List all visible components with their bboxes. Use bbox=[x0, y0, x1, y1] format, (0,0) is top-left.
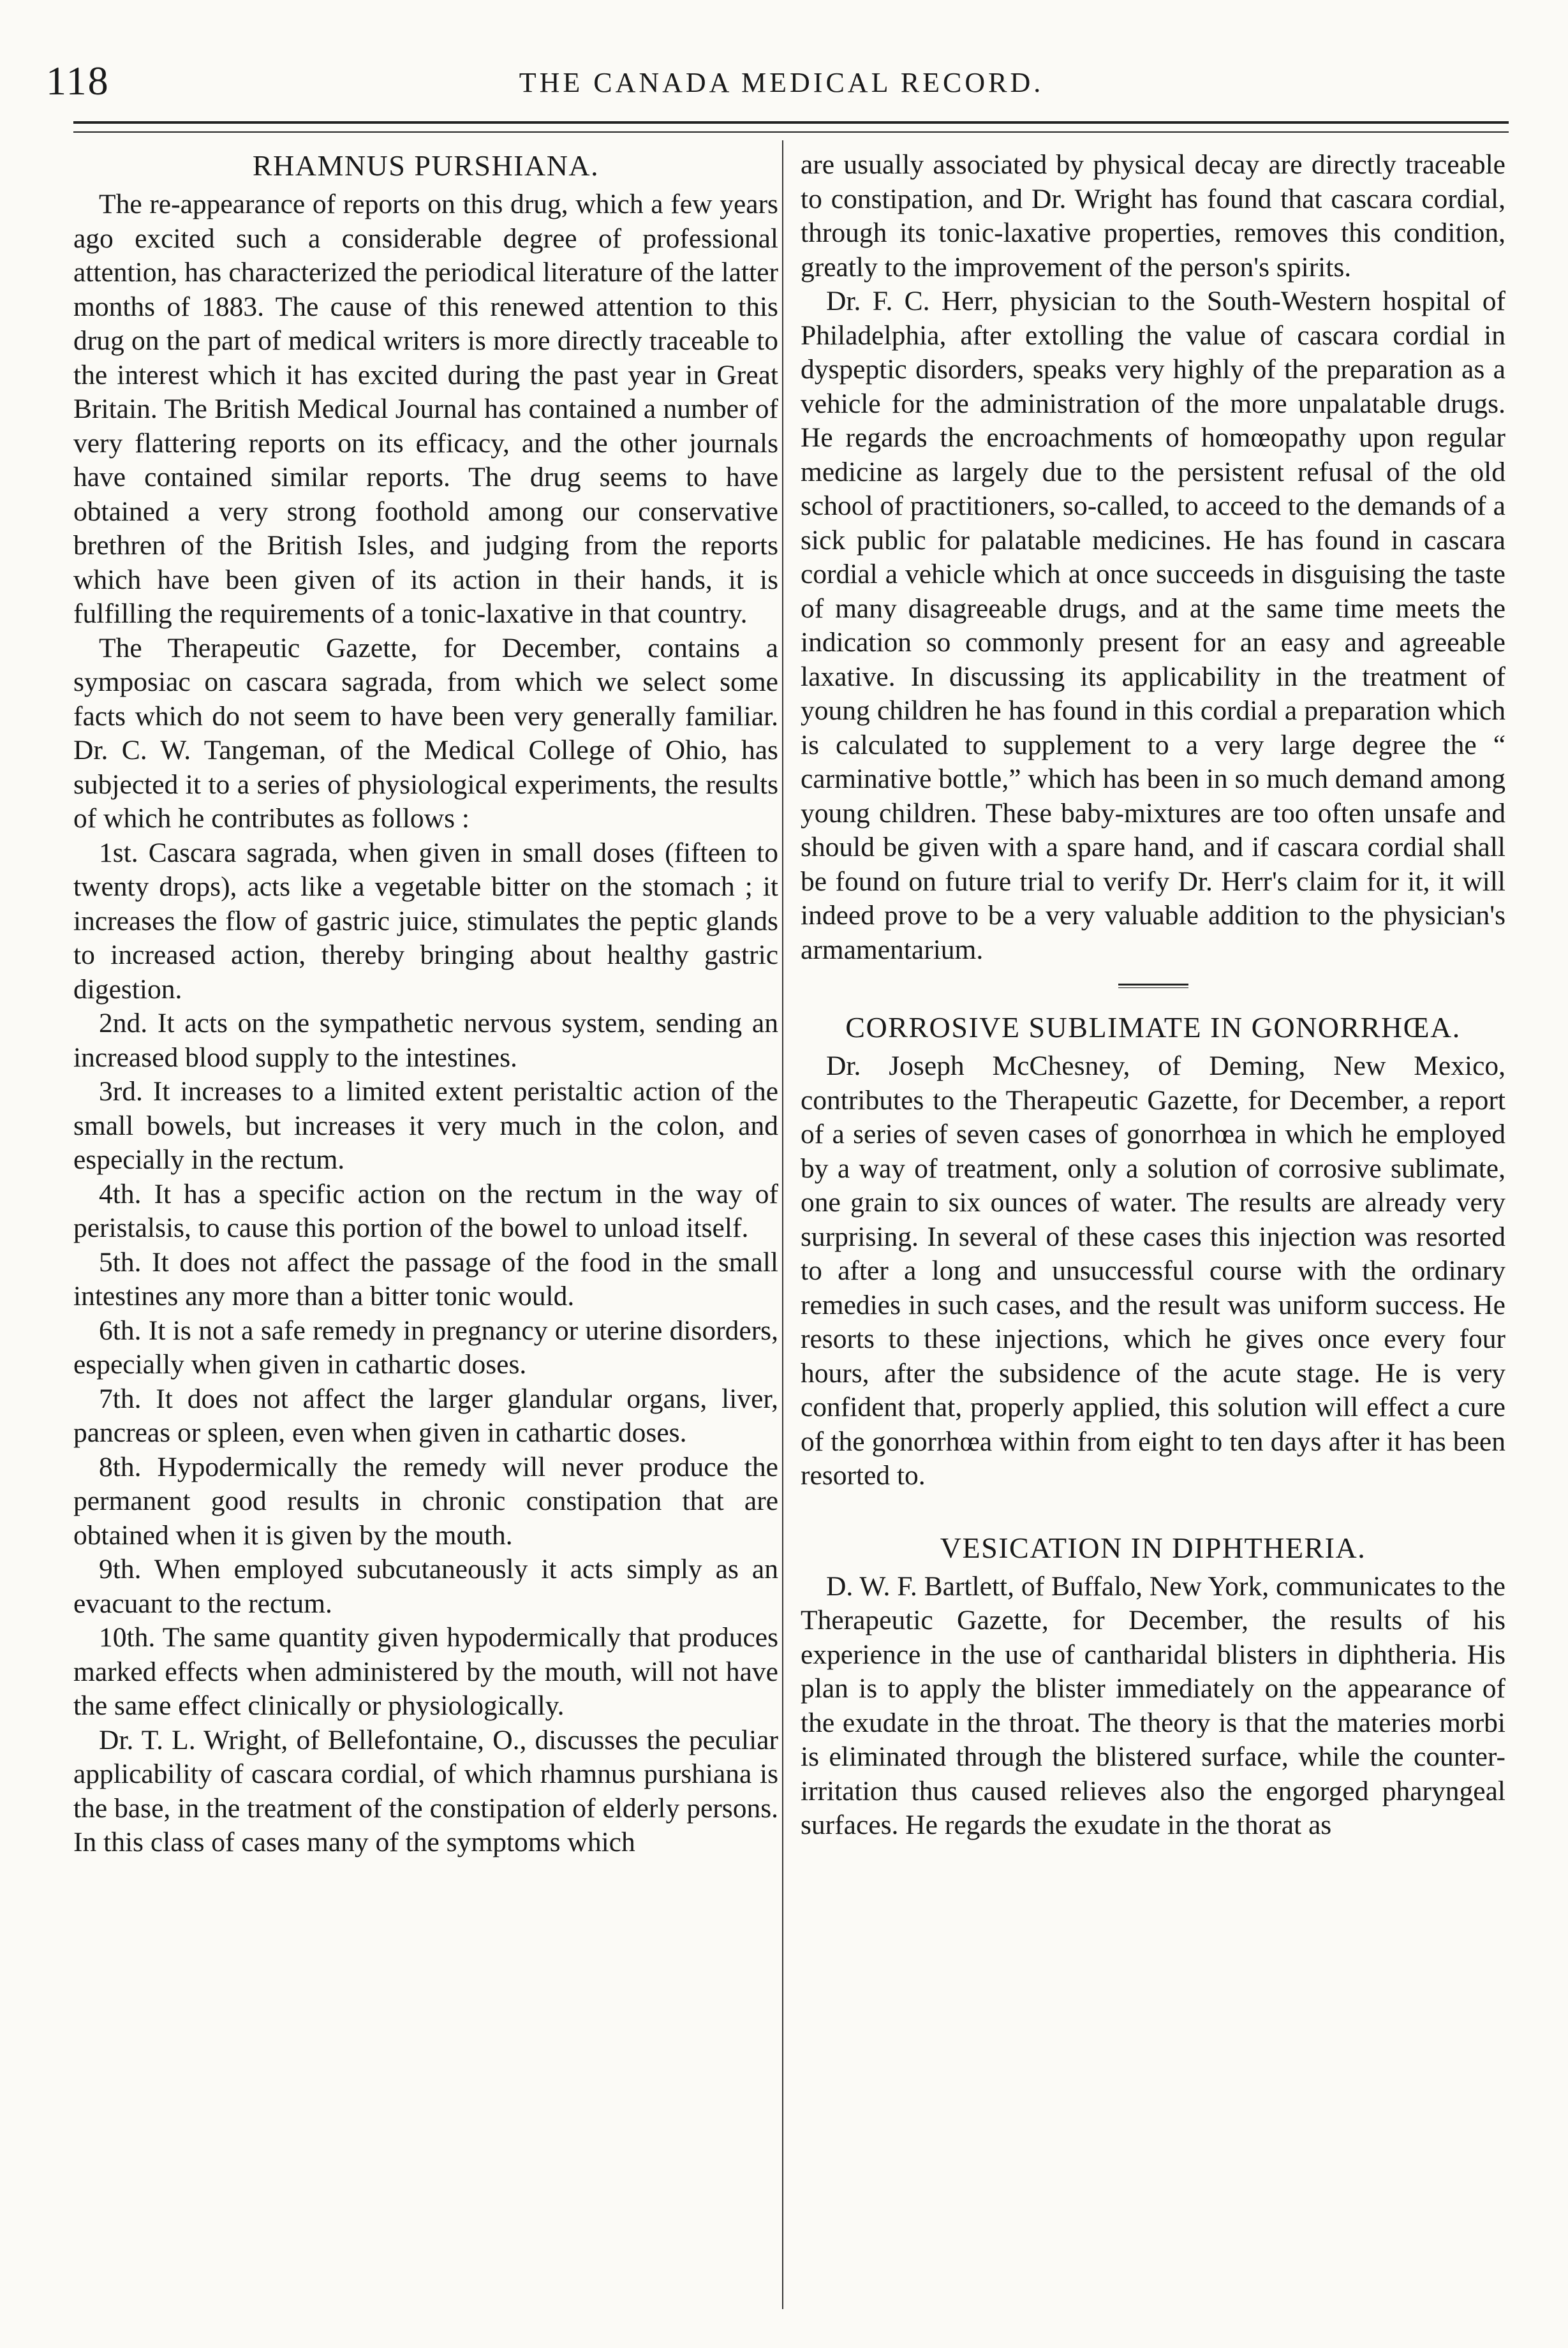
section-heading-rhamnus: RHAMNUS PURSHIANA. bbox=[252, 149, 600, 182]
left-column bbox=[73, 148, 778, 1860]
column-divider bbox=[782, 140, 783, 2309]
list-item: 1st. Cascara sagrada, when given in small doses (fifteen to twenty drops), acts like a vegetable bitter on the stomach ; it increases the flow of gastric juice, stimulates the peptic glands to increased action, thereby bringing about healthy gastric digestion. bbox=[73, 837, 778, 1005]
section-heading-vesication: VESICATION IN DIPHTHERIA. bbox=[940, 1531, 1366, 1564]
header-rule bbox=[73, 121, 1509, 133]
section-separator bbox=[1118, 984, 1188, 988]
paragraph: Dr. Joseph McChesney, of Deming, New Mexico, contributes to the Therapeutic Gazette, for December, a report of a series of seven cases of gonorrhœa in which he employed by a way of treatment, only a solution of corrosive sublimate, one grain to six ounces of water. The results are already very surprising. In several of these cases this injection was resorted to after a long and unsuccessful course with the ordinary remedies in such cases, and the result was uniform success. He resorts to these injections, which he gives once every four hours, after the subsidence of the acute stage. He is very confident that, properly applied, this solution will effect a cure of the gonorrhœa within from eight to ten days after it has been resorted to. bbox=[801, 1051, 1505, 1491]
paragraph: Dr. F. C. Herr, physician to the South-Western hospital of Philadelphia, after extolling the value of cascara cordial in dyspeptic disorders, speaks very highly of the preparation as a vehicle for the administration of the more unpalatable drugs. He regards the encroachments of homœopathy upon regular medicine as largely due to the persistent refusal of the old school of practitioners, so-called, to acceed to the demands of a sick public for palatable medicines. He has found in cascara cordial a vehicle which at once succeeds in disguising the taste of many disagreeable drugs, and at the same time meets the indication so commonly present for an easy and agreeable laxative. In discussing its applicability in the treatment of young children he has found in this cordial a preparation which is calculated to supplement to a very large degree the “ carminative bottle,” which has been in so much demand among young children. These baby-mixtures are too often unsafe and should be given with a spare hand, and if cascara cordial shall be found on future trial to verify Dr. Herr's claim for it, it will indeed prove to be a very valuable addition to the physician's armamentarium. bbox=[801, 286, 1505, 965]
section-gap bbox=[801, 1493, 1505, 1530]
list-item: 6th. It is not a safe remedy in pregnancy or uterine disorders, especially when given in cathartic doses. bbox=[73, 1315, 778, 1380]
paragraph: D. W. F. Bartlett, of Buffalo, New York, communicates to the Therapeutic Gazette, for December, the results of his experience in the use of cantharidal blisters in diphtheria. His plan is to apply the blister immediately on the appearance of the exudate in the throat. The theory is that the materies morbi is eliminated through the blistered surface, while the counter-irritation thus caused relieves also the engorged pharyngeal surfaces. He regards the exudate in the thorat as bbox=[801, 1570, 1505, 1840]
list-item: 7th. It does not affect the larger glandular organs, liver, pancreas or spleen, even when given in cathartic doses. bbox=[73, 1383, 778, 1448]
list-item: 4th. It has a specific action on the rectum in the way of peristalsis, to cause this portion of the bowel to unload itself. bbox=[73, 1178, 778, 1243]
right-column bbox=[801, 148, 1505, 1843]
list-item: 5th. It does not affect the passage of the food in the small intestines any more than a bitter tonic would. bbox=[73, 1246, 778, 1311]
paragraph: The Therapeutic Gazette, for December, contains a symposiac on cascara sagrada, from which we select some facts which do not seem to have been very generally familiar. Dr. C. W. Tangeman, of the Medical College of Ohio, has subjected it to a series of physiological experiments, the results of which he contributes as follows : bbox=[73, 632, 778, 834]
paragraph: are usually associated by physical decay are directly traceable to constipation, and Dr. Wright has found that cascara cordial, through its tonic-laxative properties, removes this condition, greatly to the improvement of the person's spirits. bbox=[801, 149, 1505, 283]
list-item: 9th. When employed subcutaneously it acts simply as an evacuant to the rectum. bbox=[73, 1554, 778, 1619]
list-item: 2nd. It acts on the sympathetic nervous system, sending an increased blood supply to the intestines. bbox=[73, 1008, 778, 1073]
paragraph: Dr. T. L. Wright, of Bellefontaine, O., discusses the peculiar applicability of cascara cordial, of which rhamnus purshiana is the base, in the treatment of the constipation of elderly persons. In this class of cases many of the symptoms which bbox=[73, 1724, 778, 1857]
list-item: 10th. The same quantity given hypodermically that produces marked effects when administered by the mouth, will not have the same effect clinically or physiologically. bbox=[73, 1622, 778, 1721]
journal-title: THE CANADA MEDICAL RECORD. bbox=[519, 67, 1044, 98]
section-heading-corrosive-sublimate: CORROSIVE SUBLIMATE IN GONORRHŒA. bbox=[845, 1011, 1461, 1044]
list-item: 8th. Hypodermically the remedy will never produce the permanent good results in chronic constipation that are obtained when it is given by the mouth. bbox=[73, 1451, 778, 1551]
list-item: 3rd. It increases to a limited extent peristaltic action of the small bowels, but increases it very much in the colon, and especially in the rectum. bbox=[73, 1076, 778, 1175]
page-number: 118 bbox=[46, 58, 110, 103]
page-header bbox=[38, 45, 1525, 108]
paragraph: The re-appearance of reports on this drug, which a few years ago excited such a considerable degree of professional attention, has characterized the periodical literature of the latter months of 1883. The cause of this renewed attention to this drug on the part of medical writers is more directly traceable to the interest which it has excited during the past year in Great Britain. The British Medical Journal has contained a number of very flattering reports on its efficacy, and the other journals have contained similar reports. The drug seems to have obtained a very strong foothold among our conservative brethren of the British Isles, and judging from the reports which have been given of its action in their hands, it is fulfilling the requirements of a tonic-laxative in that country. bbox=[73, 189, 778, 629]
